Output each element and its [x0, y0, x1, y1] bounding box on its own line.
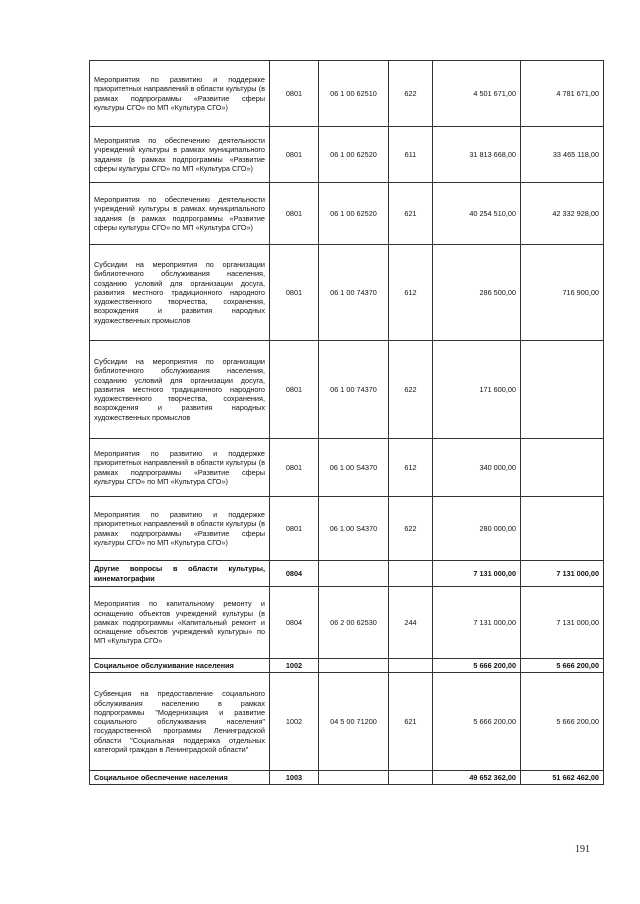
section-code-cell: 0801 — [270, 245, 319, 341]
section-code-cell: 0801 — [270, 127, 319, 183]
expense-type-cell: 244 — [389, 587, 433, 659]
target-article-cell: 04 5 00 71200 — [319, 673, 389, 771]
amount-year2-cell — [521, 439, 604, 497]
target-article-cell — [319, 771, 389, 785]
budget-table-body — [90, 61, 604, 785]
target-article-cell — [319, 561, 389, 587]
expense-type-cell: 611 — [389, 127, 433, 183]
table-row — [90, 771, 604, 785]
row-name-cell: Мероприятия по обеспечению деятельности учреждений культуры в рамках муниципального задания (в рамках подпрограммы «Развитие сферы культуры СГО» по МП «Культура СГО») — [90, 183, 270, 245]
section-code-cell: 0804 — [270, 561, 319, 587]
row-name-cell: Мероприятия по капитальному ремонту и оснащению объектов учреждений культуры (в рамках подпрограммы «Капитальный ремонт и оснащение объектов учреждений культуры» по МП «Культура СГО» — [90, 587, 270, 659]
amount-year2-cell: 42 332 928,00 — [521, 183, 604, 245]
section-code-cell: 0801 — [270, 341, 319, 439]
expense-type-cell — [389, 771, 433, 785]
row-name-cell: Мероприятия по развитию и поддержке приоритетных направлений в области культуры (в рамках подпрограммы «Развитие сферы культуры СГО» по МП «Культура СГО») — [90, 61, 270, 127]
target-article-cell: 06 1 00 74370 — [319, 341, 389, 439]
amount-year1-cell: 171 600,00 — [433, 341, 521, 439]
section-code-cell: 1003 — [270, 771, 319, 785]
amount-year2-cell — [521, 497, 604, 561]
section-code-cell: 0801 — [270, 61, 319, 127]
amount-year1-cell: 5 666 200,00 — [433, 673, 521, 771]
expense-type-cell: 621 — [389, 183, 433, 245]
row-name-cell: Социальное обеспечение населения — [90, 771, 270, 785]
amount-year2-cell: 33 465 118,00 — [521, 127, 604, 183]
amount-year2-cell — [521, 341, 604, 439]
expense-type-cell: 622 — [389, 61, 433, 127]
row-name-cell: Мероприятия по обеспечению деятельности учреждений культуры в рамках муниципального задания (в рамках подпрограммы «Развитие сферы культуры СГО» по МП «Культура СГО») — [90, 127, 270, 183]
table-row — [90, 659, 604, 673]
section-code-cell: 0801 — [270, 497, 319, 561]
expense-type-cell: 622 — [389, 341, 433, 439]
table-row — [90, 561, 604, 587]
section-code-cell: 0801 — [270, 439, 319, 497]
target-article-cell: 06 1 00 62510 — [319, 61, 389, 127]
row-name-cell: Субсидии на мероприятия по организации библиотечного обслуживания населения, созданию условий для организации досуга, развития местного традиционного народного художественного творчества, сохранения, возрождения и развития народных художественных промыслов — [90, 341, 270, 439]
row-name-cell: Мероприятия по развитию и поддержке приоритетных направлений в области культуры (в рамках подпрограммы «Развитие сферы культуры СГО» по МП «Культура СГО») — [90, 497, 270, 561]
budget-table — [89, 60, 604, 785]
row-name-cell: Другие вопросы в области культуры, кинематографии — [90, 561, 270, 587]
amount-year2-cell: 51 662 462,00 — [521, 771, 604, 785]
table-row — [90, 673, 604, 771]
amount-year2-cell: 7 131 000,00 — [521, 561, 604, 587]
table-row — [90, 439, 604, 497]
expense-type-cell: 612 — [389, 245, 433, 341]
amount-year1-cell: 7 131 000,00 — [433, 587, 521, 659]
row-name-cell: Субвенция на предоставление социального обслуживания населению в рамках подпрограммы "Модернизация и развитие социального обслуживания населения" государственной программы Ленинградской области "Социальная поддержка отдельных категорий граждан в Ленинградской области" — [90, 673, 270, 771]
expense-type-cell: 612 — [389, 439, 433, 497]
section-code-cell: 0804 — [270, 587, 319, 659]
expense-type-cell: 622 — [389, 497, 433, 561]
section-code-cell: 1002 — [270, 673, 319, 771]
amount-year1-cell: 286 500,00 — [433, 245, 521, 341]
section-code-cell: 1002 — [270, 659, 319, 673]
target-article-cell — [319, 659, 389, 673]
page-number: 191 — [575, 844, 590, 855]
table-row — [90, 183, 604, 245]
amount-year1-cell: 280 000,00 — [433, 497, 521, 561]
target-article-cell: 06 2 00 62530 — [319, 587, 389, 659]
amount-year1-cell: 7 131 000,00 — [433, 561, 521, 587]
amount-year1-cell: 340 000,00 — [433, 439, 521, 497]
target-article-cell: 06 1 00 62520 — [319, 127, 389, 183]
amount-year1-cell: 5 666 200,00 — [433, 659, 521, 673]
section-code-cell: 0801 — [270, 183, 319, 245]
amount-year1-cell: 31 813 668,00 — [433, 127, 521, 183]
expense-type-cell — [389, 561, 433, 587]
amount-year1-cell: 40 254 510,00 — [433, 183, 521, 245]
table-row — [90, 587, 604, 659]
table-row — [90, 127, 604, 183]
target-article-cell: 06 1 00 S4370 — [319, 439, 389, 497]
row-name-cell: Субсидии на мероприятия по организации библиотечного обслуживания населения, созданию условий для организации досуга, развития местного традиционного народного художественного творчества, сохранения, возрождения и развития народных художественных промыслов — [90, 245, 270, 341]
amount-year2-cell: 7 131 000,00 — [521, 587, 604, 659]
amount-year2-cell: 716 900,00 — [521, 245, 604, 341]
table-row — [90, 497, 604, 561]
table-row — [90, 61, 604, 127]
amount-year1-cell: 4 501 671,00 — [433, 61, 521, 127]
target-article-cell: 06 1 00 62520 — [319, 183, 389, 245]
expense-type-cell — [389, 659, 433, 673]
target-article-cell: 06 1 00 S4370 — [319, 497, 389, 561]
amount-year2-cell: 5 666 200,00 — [521, 659, 604, 673]
row-name-cell: Социальное обслуживание населения — [90, 659, 270, 673]
table-row — [90, 341, 604, 439]
row-name-cell: Мероприятия по развитию и поддержке приоритетных направлений в области культуры (в рамках подпрограммы «Развитие сферы культуры СГО» по МП «Культура СГО») — [90, 439, 270, 497]
amount-year1-cell: 49 652 362,00 — [433, 771, 521, 785]
expense-type-cell: 621 — [389, 673, 433, 771]
target-article-cell: 06 1 00 74370 — [319, 245, 389, 341]
amount-year2-cell: 4 781 671,00 — [521, 61, 604, 127]
amount-year2-cell: 5 666 200,00 — [521, 673, 604, 771]
table-row — [90, 245, 604, 341]
